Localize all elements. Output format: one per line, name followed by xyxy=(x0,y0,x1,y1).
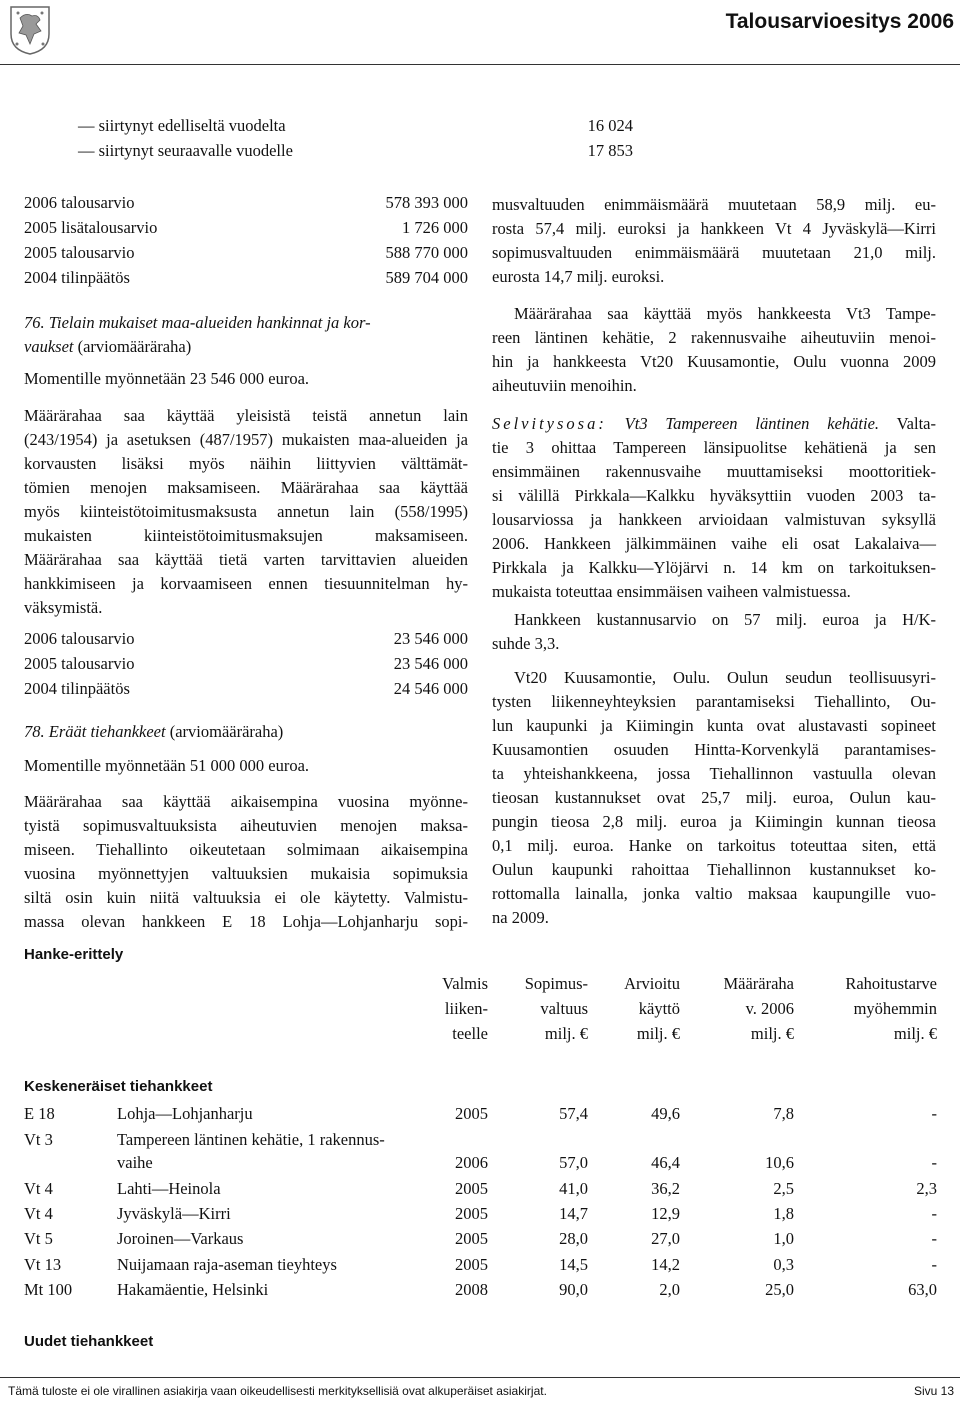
budget1-value: 588 770 000 xyxy=(385,243,468,262)
section-78-number: 78. xyxy=(24,722,45,741)
appropriation-2006: 0,3 xyxy=(773,1255,794,1274)
appropriation-2006: 1,0 xyxy=(773,1229,794,1248)
budget1-value: 589 704 000 xyxy=(385,268,468,287)
completion-year: 2005 xyxy=(455,1229,488,1248)
column-header: Määräraha xyxy=(723,974,794,993)
paragraph-line: reen läntinen kehätie, 2 rakennusvaihe aiheutuviin menoi- xyxy=(492,328,936,347)
paragraph-line: rosta 57,4 milj. euroksi ja hankkeen Vt 4 Jyväskylä—Kirri xyxy=(492,219,936,238)
estimated-use: 12,9 xyxy=(651,1204,680,1223)
paragraph-line: Oulun kaupunki rahoittaa Tiehallinnon kustannukset ko- xyxy=(492,860,936,879)
paragraph-line: miseen. Tiehallinto oikeutetaan solmimaan aikaisempina xyxy=(24,840,468,859)
column-header: Arvioitu xyxy=(624,974,680,993)
carryover-next-value: 17 853 xyxy=(587,141,633,160)
section-76-number: 76. xyxy=(24,313,45,332)
completion-year: 2005 xyxy=(455,1255,488,1274)
later-funding: - xyxy=(931,1255,937,1274)
paragraph-line: väksymistä. xyxy=(24,598,103,617)
section-76-heading xyxy=(24,313,371,333)
header-rule xyxy=(0,64,960,65)
completion-year: 2005 xyxy=(455,1179,488,1198)
contract-authority: 41,0 xyxy=(559,1179,588,1198)
paragraph-line: Pirkkala ja Kalkku—Ylöjärvi n. 14 km on tarkoituksen- xyxy=(492,558,936,577)
completion-year: 2008 xyxy=(455,1280,488,1299)
paragraph-line: mukaista toteuttaa ensimmäisen vaiheen valmistuessa. xyxy=(492,582,851,601)
right-paragraph-1 xyxy=(492,193,936,289)
right-paragraph-4 xyxy=(492,608,936,656)
right-paragraph-5 xyxy=(492,666,936,930)
paragraph-line: 2006. Hankkeen jälkimmäinen vaihe eli osat Lakalaiva— xyxy=(492,534,936,553)
table-section-new: Uudet tiehankkeet xyxy=(24,1333,154,1350)
section-78-title: Eräät tiehankkeet xyxy=(48,722,166,741)
project-code: Vt 4 xyxy=(24,1204,53,1223)
table-title: Hanke-erittely xyxy=(24,946,124,963)
later-funding: 2,3 xyxy=(916,1179,937,1198)
project-code: E 18 xyxy=(24,1104,55,1123)
project-code: Vt 3 xyxy=(24,1130,53,1149)
appropriation-2006: 10,6 xyxy=(765,1153,794,1172)
budget2-value: 23 546 000 xyxy=(393,629,468,648)
right-paragraph-3 xyxy=(492,412,936,604)
section-76-title-cont: vaukset xyxy=(24,337,74,356)
appropriation-2006: 2,5 xyxy=(773,1179,794,1198)
section-78-paragraph xyxy=(24,790,468,934)
right-paragraph-2 xyxy=(492,302,936,398)
section-76-type: (arviomääräraha) xyxy=(77,337,192,356)
paragraph-line: rottomalla lainalla, jonka valtio maksaa kaupungille vuo- xyxy=(492,884,936,903)
project-name: Hakamäentie, Helsinki xyxy=(117,1280,269,1299)
column-header: milj. € xyxy=(636,1024,680,1043)
column-header: Sopimus- xyxy=(524,974,588,993)
paragraph-line: aiheutuviin menoihin. xyxy=(492,376,637,395)
estimated-use: 27,0 xyxy=(651,1229,680,1248)
paragraph-line: massa olevan hankkeen E 18 Lohja—Lohjanharju sopi- xyxy=(24,912,468,931)
paragraph-line: lun kaupunki ja Kiimingin kunta ovat alustavasti sopineet xyxy=(492,716,936,735)
estimated-use: 14,2 xyxy=(651,1255,680,1274)
later-funding: - xyxy=(931,1104,937,1123)
footer-disclaimer: Tämä tuloste ei ole virallinen asiakirja vaan oikeudellisesti merkityksellisiä ovat alkuperäiset asiakirjat. xyxy=(8,1384,547,1398)
paragraph-text: Valta- xyxy=(896,414,936,433)
footer-rule xyxy=(0,1377,960,1378)
paragraph-line: siltä osin kuin niitä valtuuksia ei ole käytetty. Valmistu- xyxy=(24,888,468,907)
appropriation-2006: 7,8 xyxy=(773,1104,794,1123)
section-76-heading-cont xyxy=(24,337,191,357)
project-name: Lahti—Heinola xyxy=(117,1179,221,1198)
project-name: Joroinen—Varkaus xyxy=(117,1229,244,1248)
paragraph-line: eurosta 14,7 milj. euroksi. xyxy=(492,267,665,286)
project-name-cont: vaihe xyxy=(117,1153,153,1172)
project-code: Mt 100 xyxy=(24,1280,73,1299)
column-header: Rahoitustarve xyxy=(845,974,937,993)
project-title: Vt3 Tampereen läntinen kehätie. xyxy=(624,414,880,433)
completion-year: 2006 xyxy=(455,1153,488,1172)
column-header: milj. € xyxy=(750,1024,794,1043)
selvitysosa-label: Selvitysosa: xyxy=(492,414,607,433)
paragraph-line xyxy=(492,412,936,436)
section-76-momentti: Momentille myönnetään 23 546 000 euroa. xyxy=(24,369,310,388)
project-code: Vt 13 xyxy=(24,1255,62,1274)
estimated-use: 46,4 xyxy=(651,1153,680,1172)
paragraph-line: na 2009. xyxy=(492,908,549,927)
estimated-use: 49,6 xyxy=(651,1104,680,1123)
column-header: milj. € xyxy=(893,1024,937,1043)
paragraph-line: hin ja hankkeesta Vt20 Kuusamontie, Oulu vuonna 2009 xyxy=(492,352,936,371)
column-header: teelle xyxy=(452,1024,488,1043)
paragraph-line: 0,1 milj. euroa. Hanke on tarkoitus toteuttaa siten, että xyxy=(492,836,936,855)
paragraph-line: myös kiinteistötoimitusmaksusta annetun lain (558/1995) xyxy=(24,502,468,521)
paragraph-line: (243/1954) ja asetuksen (487/1957) mukaisten maa-alueiden ja xyxy=(24,430,468,449)
section-78-heading xyxy=(24,722,283,742)
paragraph-line: Määrärahaa saa käyttää myös hankkeesta Vt3 Tampe- xyxy=(514,304,936,323)
later-funding: - xyxy=(931,1204,937,1223)
paragraph-line: Määrärahaa saa käyttää tietä varten tarvittavien alueiden xyxy=(24,550,468,569)
paragraph-line: pungin tieosa 2,8 milj. euroa ja Kiimingin kunnan tieosa xyxy=(492,812,936,831)
later-funding: - xyxy=(931,1229,937,1248)
contract-authority: 57,4 xyxy=(559,1104,588,1123)
paragraph-line: musvaltuuden enimmäismäärä muutetaan 58,9 milj. eu- xyxy=(492,195,936,214)
carryover-prev-label: — siirtynyt edelliseltä vuodelta xyxy=(78,116,286,135)
section-78-type: (arviomääräraha) xyxy=(169,722,284,741)
column-header: v. 2006 xyxy=(745,999,794,1018)
contract-authority: 28,0 xyxy=(559,1229,588,1248)
page-number: Sivu 13 xyxy=(913,1384,954,1398)
contract-authority: 57,0 xyxy=(559,1153,588,1172)
budget1-value: 1 726 000 xyxy=(402,218,468,237)
later-funding: - xyxy=(931,1153,937,1172)
budget1-value: 578 393 000 xyxy=(385,193,468,212)
coat-of-arms-icon xyxy=(8,4,52,56)
paragraph-line: tie 3 ohittaa Tampereen länsipuolitse kehätienä ja sen xyxy=(492,438,936,457)
budget1-label: 2006 talousarvio xyxy=(24,193,135,212)
column-header: valtuus xyxy=(540,999,588,1018)
document-title: Talousarvioesitys 2006 xyxy=(725,10,954,33)
budget2-value: 23 546 000 xyxy=(393,654,468,673)
contract-authority: 14,5 xyxy=(559,1255,588,1274)
paragraph-line: Hankkeen kustannusarvio on 57 milj. euroa ja H/K- xyxy=(514,610,936,629)
project-name: Tampereen läntinen kehätie, 1 rakennus- xyxy=(117,1130,385,1149)
completion-year: 2005 xyxy=(455,1204,488,1223)
carryover-next-label: — siirtynyt seuraavalle vuodelle xyxy=(78,141,293,160)
budget1-label: 2004 tilinpäätös xyxy=(24,268,130,287)
paragraph-line: Määrärahaa saa käyttää aikaisempina vuosina myönne- xyxy=(24,792,468,811)
paragraph-line: tieosan kustannukset ovat 25,7 milj. euroa, Oulun kau- xyxy=(492,788,936,807)
paragraph-line: tömien menojen maksamiseen. Määrärahaa saa käyttää xyxy=(24,478,468,497)
paragraph-line: si välillä Pirkkala—Kalkku hyväksyttiin vuoden 2003 ta- xyxy=(492,486,936,505)
project-code: Vt 4 xyxy=(24,1179,53,1198)
column-header: myöhemmin xyxy=(853,999,937,1018)
carryover-prev-value: 16 024 xyxy=(587,116,633,135)
paragraph-line: sopimusvaltuuden enimmäismäärä muutetaan 21,0 milj. xyxy=(492,243,936,262)
completion-year: 2005 xyxy=(455,1104,488,1123)
project-name: Lohja—Lohjanharju xyxy=(117,1104,253,1123)
budget2-label: 2006 talousarvio xyxy=(24,629,135,648)
paragraph-line: Määrärahaa saa käyttää yleisistä teistä annetun lain xyxy=(24,406,468,425)
paragraph-line: lousarviossa ja hankkeen arvioidaan valmistuvan syksyllä xyxy=(492,510,936,529)
estimated-use: 2,0 xyxy=(659,1280,680,1299)
budget2-label: 2005 talousarvio xyxy=(24,654,135,673)
paragraph-line: Vt20 Kuusamontie, Oulu. Oulun seudun teollisuusyri- xyxy=(514,668,936,687)
section-76-title: Tielain mukaiset maa-alueiden hankinnat ja kor- xyxy=(48,313,371,332)
paragraph-line: korvausten lisäksi myös näihin liittyvien välttämät- xyxy=(24,454,468,473)
contract-authority: 14,7 xyxy=(559,1204,588,1223)
column-header: Valmis xyxy=(442,974,488,993)
paragraph-line: hankkimiseen ja korvaamiseen ennen tiesuunnitelman hy- xyxy=(24,574,468,593)
budget1-label: 2005 talousarvio xyxy=(24,243,135,262)
budget2-label: 2004 tilinpäätös xyxy=(24,679,130,698)
estimated-use: 36,2 xyxy=(651,1179,680,1198)
project-name: Nuijamaan raja-aseman tieyhteys xyxy=(117,1255,337,1274)
paragraph-line: ensimmäinen rakennusvaihe muuttamiseksi moottoritiek- xyxy=(492,462,936,481)
paragraph-line: Kuusamontien osuuden Hintta-Korvenkylä parantamises- xyxy=(492,740,936,759)
later-funding: 63,0 xyxy=(908,1280,937,1299)
paragraph-line: mukaisten kiinteistötoimitusmaksujen maksamiseen. xyxy=(24,526,468,545)
column-header: käyttö xyxy=(638,999,680,1018)
table-section-ongoing: Keskeneräiset tiehankkeet xyxy=(24,1078,213,1095)
appropriation-2006: 1,8 xyxy=(773,1204,794,1223)
project-code: Vt 5 xyxy=(24,1229,53,1248)
project-name: Jyväskylä—Kirri xyxy=(117,1204,231,1223)
paragraph-line: tyistä sopimusvaltuuksista aiheutuvien menojen maksa- xyxy=(24,816,468,835)
column-header: milj. € xyxy=(544,1024,588,1043)
column-header: liiken- xyxy=(444,999,488,1018)
paragraph-line: ta yhteishankkeena, jossa Tiehallinnon vastuulla olevan xyxy=(492,764,936,783)
contract-authority: 90,0 xyxy=(559,1280,588,1299)
section-78-momentti: Momentille myönnetään 51 000 000 euroa. xyxy=(24,756,310,775)
budget1-label: 2005 lisätalousarvio xyxy=(24,218,158,237)
section-76-paragraph xyxy=(24,404,468,620)
paragraph-line: vuosina myönnettyjen valtuuksien mukaisia sopimuksia xyxy=(24,864,468,883)
budget2-value: 24 546 000 xyxy=(393,679,468,698)
appropriation-2006: 25,0 xyxy=(765,1280,794,1299)
paragraph-line: suhde 3,3. xyxy=(492,634,560,653)
paragraph-line: tysten liikenneyhteyksien parantamiseksi Tiehallinto, Ou- xyxy=(492,692,936,711)
